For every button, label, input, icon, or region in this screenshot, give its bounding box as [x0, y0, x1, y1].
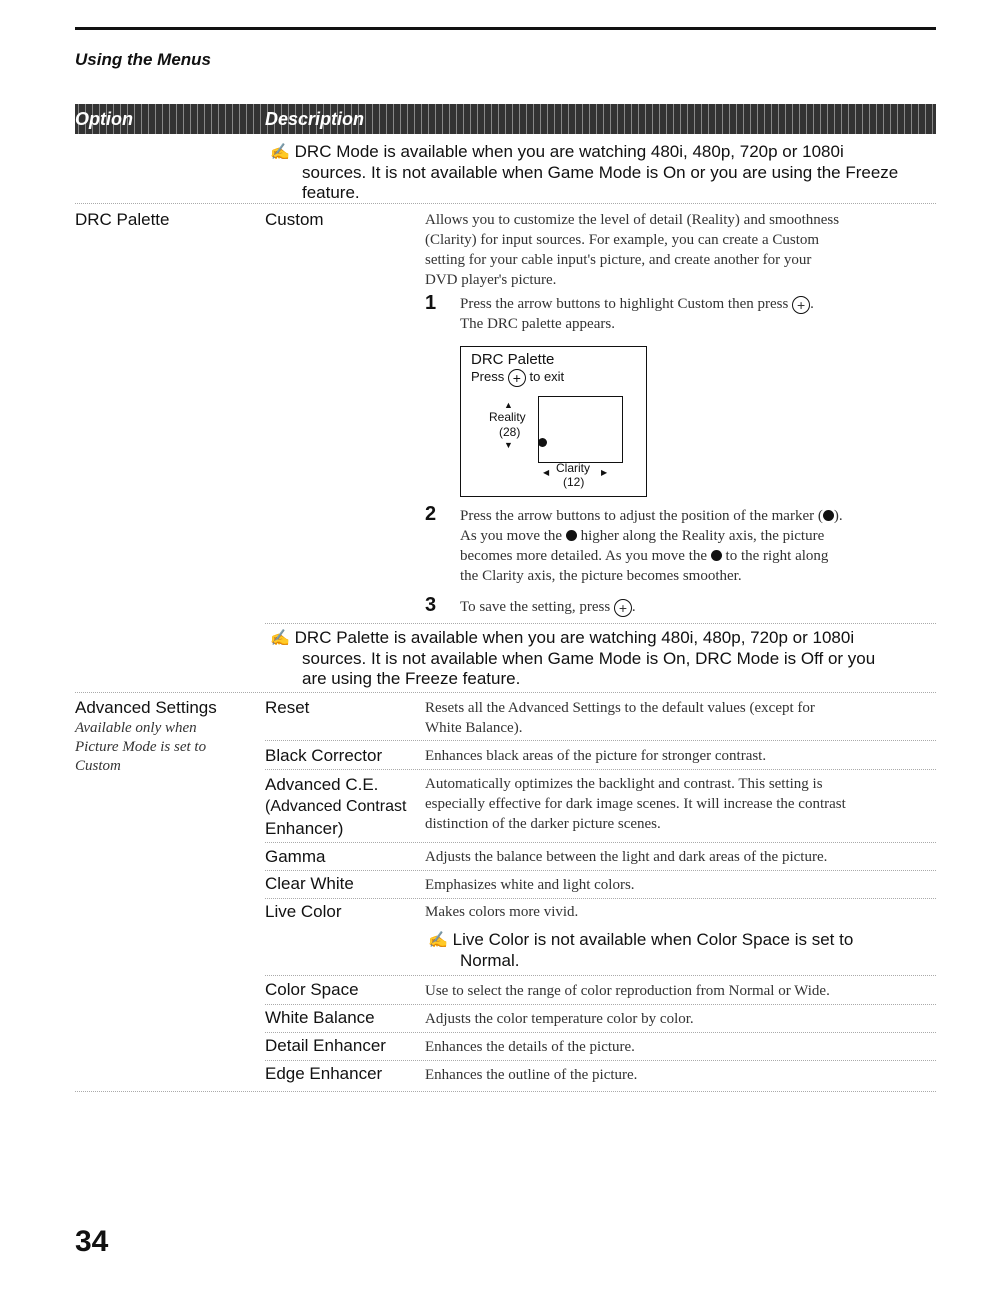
step-1-text: Press the arrow buttons to highlight Custom then press + . The DRC palette appears. [460, 296, 814, 332]
arrow-left-icon: ◀ [543, 468, 550, 477]
arrow-up-icon: ▲ [504, 400, 513, 410]
enter-button-icon: + [508, 369, 526, 387]
divider [265, 1032, 936, 1033]
detail-enhancer-description: Enhances the details of the picture. [425, 1039, 635, 1055]
divider [265, 740, 936, 741]
marker-dot-icon [566, 530, 577, 541]
marker-dot-icon [711, 550, 722, 561]
divider [265, 870, 936, 871]
table-bottom-rule [75, 1091, 936, 1092]
option-advanced-settings: Advanced Settings [75, 698, 217, 717]
col-description-header: Description [265, 109, 365, 129]
clear-white-description: Emphasizes white and light colors. [425, 877, 635, 893]
setting-edge-enhancer: Edge Enhancer [265, 1064, 383, 1083]
osd-exit-hint: Press + to exit [471, 369, 565, 386]
note-live-color: ✍ Live Color is not available when Color Space is set to Normal. [428, 930, 854, 970]
divider [265, 898, 936, 899]
step-1-number: 1 [425, 292, 437, 314]
step-2-number: 2 [425, 503, 437, 525]
note-pencil-icon: ✍ [428, 932, 448, 949]
divider [265, 975, 936, 976]
reality-value: (28) [499, 425, 521, 439]
step-2-text: Press the arrow buttons to adjust the position of the marker ( ). As you move the higher along the Reality axis, the picture becomes more detailed. As you move the to the right along the Clarity axis, the picture becomes smoother. [460, 508, 843, 584]
advanced-ce-description: Automatically optimizes the backlight and contrast. This setting is especially effective for dark image scenes. It will increase the contrast distinction of the darker picture scenes. [425, 776, 846, 832]
setting-live-color: Live Color [265, 902, 342, 921]
note-pencil-icon: ✍ [270, 630, 290, 647]
white-balance-description: Adjusts the color temperature color by color. [425, 1011, 694, 1027]
divider [265, 1060, 936, 1061]
marker-dot [538, 438, 547, 447]
table-header [75, 104, 936, 134]
divider [265, 842, 936, 843]
setting-black-corrector: Black Corrector [265, 746, 383, 765]
enter-button-icon: + [614, 599, 632, 617]
color-space-description: Use to select the range of color reproduction from Normal or Wide. [425, 983, 830, 999]
divider [265, 1004, 936, 1005]
note-pencil-icon: ✍ [270, 144, 290, 161]
black-corrector-description: Enhances black areas of the picture for stronger contrast. [425, 748, 767, 764]
suboption-custom: Custom [265, 210, 324, 229]
advanced-availability-note: Available only when Picture Mode is set to Custom [75, 720, 207, 774]
setting-advanced-ce: Advanced C.E. (Advanced Contrast Enhancer) [265, 775, 407, 838]
setting-gamma: Gamma [265, 847, 326, 866]
note-drc-palette: ✍ DRC Palette is available when you are watching 480i, 480p, 720p or 1080i sources. It is not available when Game Mode is On, DRC Mode is Off or you are using the Freeze feature. [270, 628, 876, 688]
setting-white-balance: White Balance [265, 1008, 375, 1027]
top-rule [75, 27, 936, 30]
clarity-value: (12) [563, 475, 585, 489]
col-option-header: Option [75, 109, 133, 129]
divider [265, 769, 936, 770]
divider [75, 692, 936, 693]
enter-button-icon: + [792, 296, 810, 314]
note-drc-mode: ✍ DRC Mode is available when you are watching 480i, 480p, 720p or 1080i sources. It is not available when Game Mode is On or you are using the Freeze feature. [270, 142, 899, 202]
palette-grid [538, 396, 623, 463]
divider [265, 623, 936, 624]
marker-dot-icon [823, 510, 834, 521]
option-drc-palette: DRC Palette [75, 210, 170, 229]
edge-enhancer-description: Enhances the outline of the picture. [425, 1067, 638, 1083]
arrow-right-icon: ▶ [601, 468, 608, 477]
drc-palette-description: Allows you to customize the level of detail (Reality) and smoothness (Clarity) for input sources. For example, you can create a Custom setting for your cable input's picture, and create another for your DVD player's picture. [425, 212, 840, 288]
step-3-text: To save the setting, press + . [460, 599, 636, 616]
setting-detail-enhancer: Detail Enhancer [265, 1036, 386, 1055]
clarity-label: Clarity [556, 461, 591, 475]
setting-clear-white: Clear White [265, 874, 354, 893]
drc-palette-osd [460, 346, 647, 497]
divider [75, 203, 936, 204]
page-number: 34 [75, 1225, 109, 1258]
osd-title: DRC Palette [471, 351, 555, 368]
gamma-description: Adjusts the balance between the light and dark areas of the picture. [425, 849, 828, 865]
setting-reset: Reset [265, 698, 310, 717]
step-3-number: 3 [425, 594, 437, 616]
reality-label: Reality [489, 410, 526, 424]
reset-description: Resets all the Advanced Settings to the default values (except for White Balance). [425, 700, 815, 736]
setting-color-space: Color Space [265, 980, 359, 999]
arrow-down-icon: ▼ [504, 440, 513, 450]
live-color-description: Makes colors more vivid. [425, 904, 579, 920]
section-title: Using the Menus [75, 50, 212, 69]
